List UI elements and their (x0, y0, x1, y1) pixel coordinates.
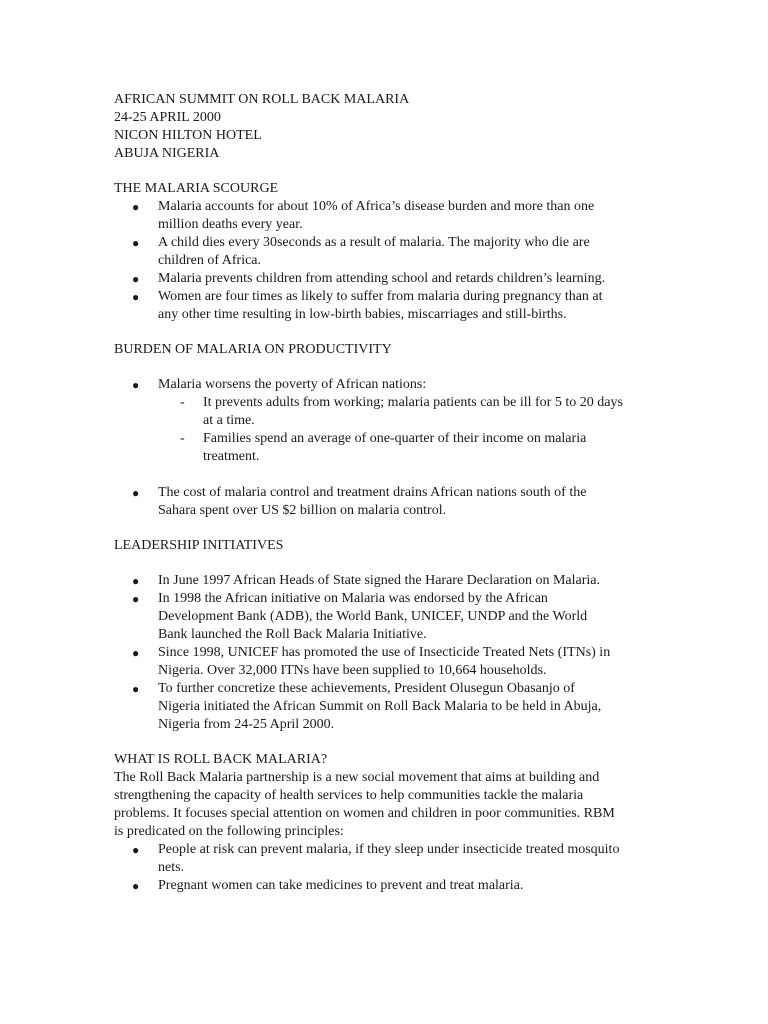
bullet-icon: ● (132, 682, 140, 696)
list-item-text: Malaria accounts for about 10% of Africa’s disease burden and more than one (158, 199, 595, 214)
bullet-icon: ● (132, 486, 140, 500)
bullet-icon: ● (132, 236, 140, 250)
list-item-text: A child dies every 30seconds as a result of malaria. The majority who die are (158, 235, 590, 250)
event-location: ABUJA NIGERIA (114, 146, 220, 161)
leadership-list (114, 572, 674, 734)
list-item (114, 270, 674, 288)
sub-list-item-text: It prevents adults from working; malaria patients can be ill for 5 to 20 days (203, 395, 623, 410)
dash-icon: - (180, 431, 185, 446)
list-item (114, 680, 674, 734)
list-item-text: Nigeria from 24-25 April 2000. (158, 717, 335, 732)
list-item-text: Since 1998, UNICEF has promoted the use of Insecticide Treated Nets (ITNs) in (158, 645, 611, 660)
paragraph-line: is predicated on the following principles: (114, 824, 344, 839)
sub-list-item-text: treatment. (203, 449, 260, 464)
list-item-text: Women are four times as likely to suffer from malaria during pregnancy than at (158, 289, 603, 304)
bullet-icon: ● (132, 879, 140, 893)
list-item-text: Development Bank (ADB), the World Bank, UNICEF, UNDP and the World (158, 609, 588, 624)
list-item (114, 590, 674, 644)
paragraph-line: The Roll Back Malaria partnership is a new social movement that aims at building and (114, 770, 600, 785)
list-item-text: nets. (158, 860, 185, 875)
list-item (114, 376, 674, 466)
list-item-text: In June 1997 African Heads of State signed the Harare Declaration on Malaria. (158, 573, 601, 588)
document-page (114, 91, 674, 895)
list-item-text: Sahara spent over US $2 billion on malaria control. (158, 503, 447, 518)
list-item (114, 877, 674, 895)
bullet-icon: ● (132, 200, 140, 214)
burden-sub-list (158, 394, 674, 466)
list-item (114, 234, 674, 270)
list-item-text: million deaths every year. (158, 217, 303, 232)
paragraph-line: strengthening the capacity of health services to help communities tackle the malaria (114, 788, 584, 803)
blank-line (114, 466, 674, 484)
sub-list-item (158, 430, 674, 466)
list-item-text: The cost of malaria control and treatment drains African nations south of the (158, 485, 587, 500)
section-title-what-is-rbm: WHAT IS ROLL BACK MALARIA? (114, 752, 328, 767)
sub-list-item (158, 394, 674, 430)
list-item-text: Pregnant women can take medicines to prevent and treat malaria. (158, 878, 524, 893)
list-item (114, 198, 674, 234)
malaria-scourge-list (114, 198, 674, 324)
section-title-leadership: LEADERSHIP INITIATIVES (114, 538, 284, 553)
burden-productivity-list (114, 376, 674, 466)
list-item-text: Nigeria. Over 32,000 ITNs have been supplied to 10,664 households. (158, 663, 547, 678)
list-item-text: Malaria prevents children from attending school and retards children’s learning. (158, 271, 606, 286)
event-dates: 24-25 APRIL 2000 (114, 110, 221, 125)
list-item (114, 572, 674, 590)
bullet-icon: ● (132, 378, 140, 392)
sub-list-item-text: Families spend an average of one-quarter of their income on malaria (203, 431, 587, 446)
bullet-icon: ● (132, 574, 140, 588)
paragraph-line: problems. It focuses special attention on women and children in poor communities. RBM (114, 806, 615, 821)
list-item-text: Bank launched the Roll Back Malaria Initiative. (158, 627, 427, 642)
list-item (114, 288, 674, 324)
bullet-icon: ● (132, 843, 140, 857)
bullet-icon: ● (132, 646, 140, 660)
list-item (114, 644, 674, 680)
burden-cost-list (114, 484, 674, 520)
bullet-icon: ● (132, 290, 140, 304)
list-item-text: To further concretize these achievements, President Olusegun Obasanjo of (158, 681, 575, 696)
list-item (114, 484, 674, 520)
list-item (114, 841, 674, 877)
list-item-text: Nigeria initiated the African Summit on Roll Back Malaria to be held in Abuja, (158, 699, 602, 714)
section-title-malaria-scourge: THE MALARIA SCOURGE (114, 181, 279, 196)
document-header (114, 91, 674, 163)
event-title: AFRICAN SUMMIT ON ROLL BACK MALARIA (114, 92, 410, 107)
list-item-text: In 1998 the African initiative on Malaria was endorsed by the African (158, 591, 548, 606)
list-item-text: People at risk can prevent malaria, if they sleep under insecticide treated mosquito (158, 842, 620, 857)
rbm-principles-list (114, 841, 674, 895)
bullet-icon: ● (132, 592, 140, 606)
section-title-burden-productivity: BURDEN OF MALARIA ON PRODUCTIVITY (114, 342, 392, 357)
rbm-paragraph (114, 769, 674, 841)
list-item-text: Malaria worsens the poverty of African nations: (158, 377, 427, 392)
dash-icon: - (180, 395, 185, 410)
bullet-icon: ● (132, 272, 140, 286)
list-item-text: children of Africa. (158, 253, 262, 268)
sub-list-item-text: at a time. (203, 413, 255, 428)
list-item-text: any other time resulting in low-birth babies, miscarriages and still-births. (158, 307, 567, 322)
event-venue: NICON HILTON HOTEL (114, 128, 262, 143)
